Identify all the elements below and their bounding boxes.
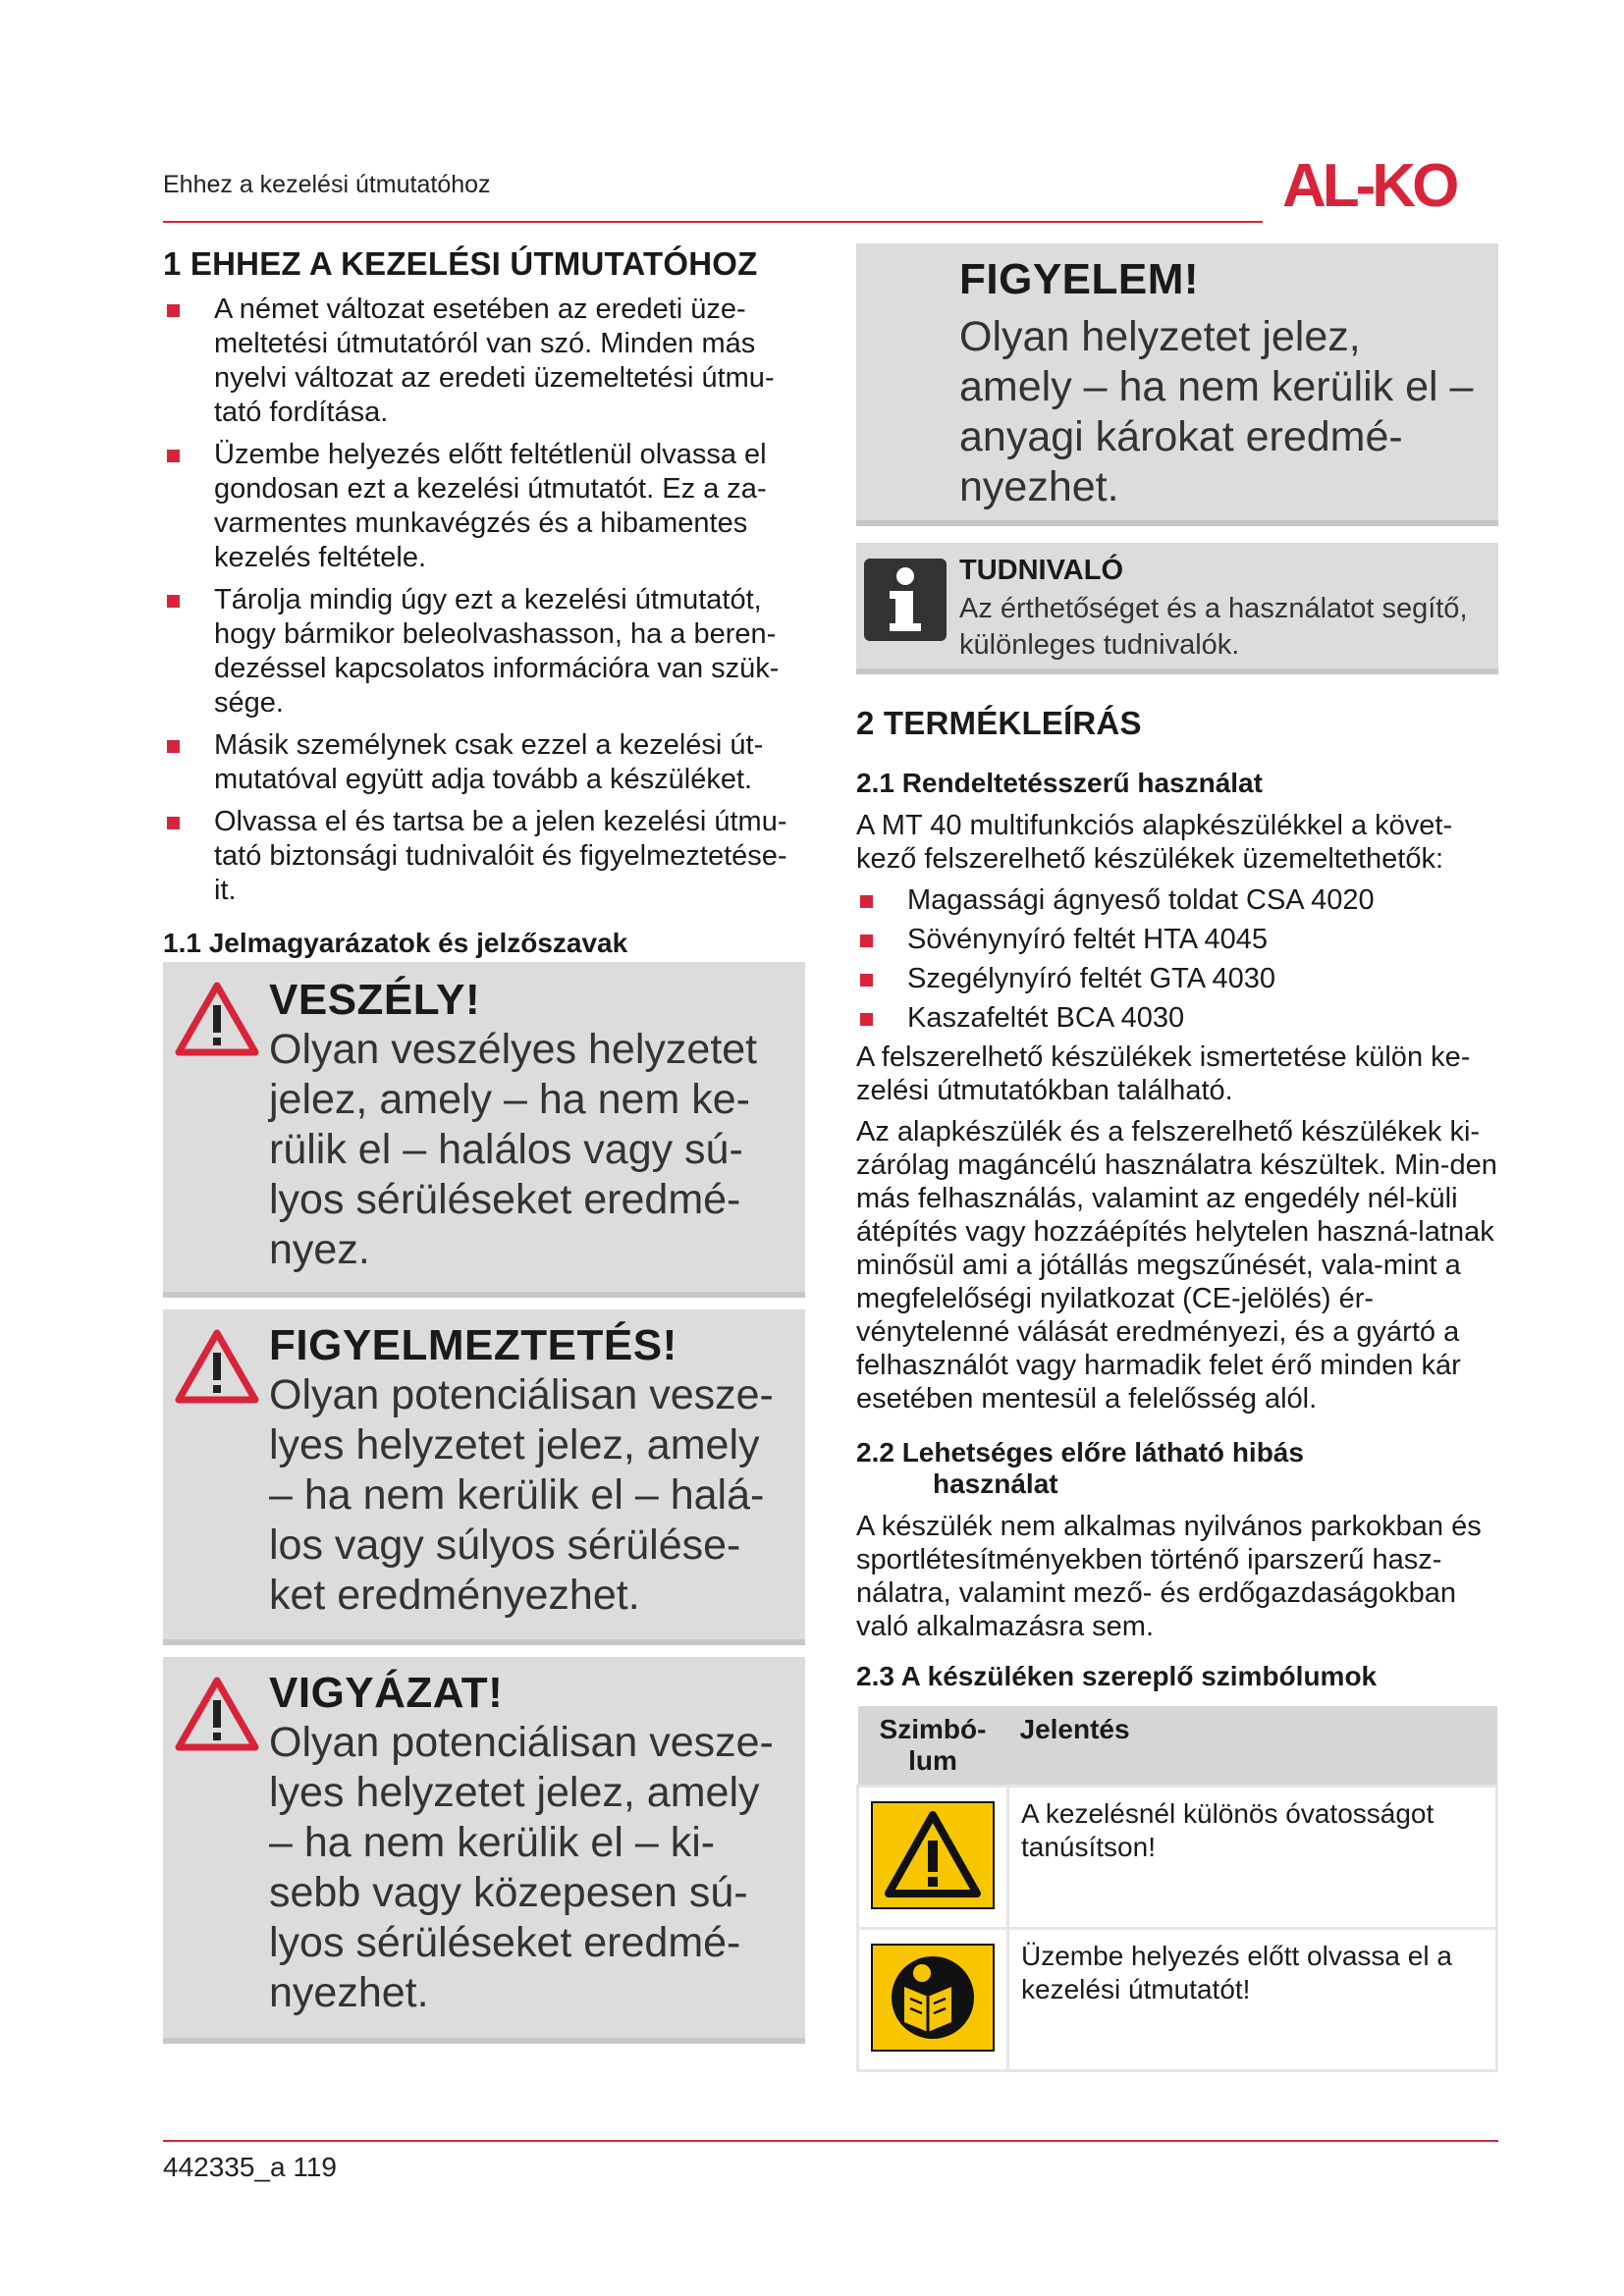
intro-paragraph: A MT 40 multifunkciós alapkészülékkel a követ-kező felszerelhető készülékek üzemeltethetők: [856,810,1453,875]
symbol-cell [858,1929,1008,2071]
list-item: Magassági ágnyeső toldat CSA 4020 [856,883,1498,918]
warning-triangle-icon [175,1327,259,1406]
list-item: Olvassa el és tartsa be a jelen kezelési útmu-tató biztonsági tudnivalóit és figyelmeztetése-it. [163,805,801,908]
section-2-3-heading: 2.3 A készüléken szereplő szimbólumok [856,1661,1378,1691]
danger-box [163,962,805,1298]
caution-title: VIGYÁZAT! [269,1669,504,1717]
list-item: Szegélynyíró feltét GTA 4030 [856,962,1498,996]
danger-title: VESZÉLY! [269,976,481,1024]
right-column [856,705,1498,1692]
warning-triangle-icon [175,1675,259,1753]
warning-text: Olyan potenciálisan vesze-lyes helyzetet jelez, amely – ha nem kerülik el – halá-los vagy súlyos sérülése-ket eredményezhet. [269,1371,774,1619]
left-column [163,245,801,959]
meaning-cell: Üzembe helyezés előtt olvassa el a kezelési útmutatót! [1008,1929,1497,2071]
footer-page-ref: 442335_a 119 [163,2152,337,2182]
attention-text: Olyan helyzetet jelez, amely – ha nem kerülik el – anyagi károkat eredmé-nyezhet. [959,313,1474,510]
section-2-2-heading: 2.2 Lehetséges előre látható hibás [856,1437,1304,1468]
list-item: Másik személynek csak ezzel a kezelési út-mutatóval együtt adja tovább a készüléket. [163,728,801,797]
logo-text: AL-KO [1282,155,1456,214]
section-1-heading: 1 EHHEZ A KEZELÉSI ÚTMUTATÓHOZ [163,245,758,282]
alko-logo [1280,155,1496,214]
warning-title: FIGYELMEZTETÉS! [269,1321,677,1369]
read-manual-icon [871,1944,995,2052]
col-meaning-header: Jelentés [1008,1706,1497,1787]
caution-box [163,1657,805,2044]
footer-rule [163,2140,1498,2142]
table-header-row [858,1706,1497,1787]
list-item: Sövénynyíró feltét HTA 4045 [856,923,1498,957]
header-rule [163,221,1263,223]
warning-triangle-icon [871,1801,995,1909]
paragraph: Az alapkészülék és a felszerelhető készülékek ki-zárólag magáncélú használatra készültek. Min-den más felhasználás, valamint az engedély nél-küli átépítés vagy hozzáépítés helytelen haszná-latnak minősül ami a jótállás megszűnését, vala-mint a megfelelőségi nyilatkozat (CE-jelölés) ér-vénytelenné válását eredményezi, és a gyártó a felhasználót vagy harmadik felet érő minden kár esetében mentesül a felelősség alól. [856,1116,1497,1415]
attention-box [856,243,1498,526]
section-2-1-heading: 2.1 Rendeltetésszerű használat [856,768,1263,798]
attention-title: FIGYELEM! [959,255,1200,303]
list-item: Üzembe helyezés előtt feltétlenül olvassa el gondosan ezt a kezelési útmutatót. Ez a za-varmentes munkavégzés és a hibamentes kezelés feltétele. [163,438,801,575]
section-2-heading: 2 TERMÉKLEÍRÁS [856,705,1142,741]
caution-text: Olyan potenciálisan vesze-lyes helyzetet jelez, amely – ha nem kerülik el – ki-sebb vagy közepesen sú-lyos sérüléseket eredmé-nyezhet. [269,1719,774,2016]
paragraph: A készülék nem alkalmas nyilvános parkokban és sportlétesítményekben történő iparszerű hasz-nálatra, valamint mező- és erdőgazdaságokban való alkalmazásra sem. [856,1511,1482,1642]
section-1-1-heading: 1.1 Jelmagyarázatok és jelzőszavak [163,928,628,958]
info-icon [864,559,947,641]
table-row [858,1787,1497,1929]
symbol-table [856,1706,1498,2072]
list-item: A német változat esetében az eredeti üze-meltetési útmutatóról van szó. Minden más nyelvi változat az eredeti üzemeltetési útmu-tató fordítása. [163,293,801,430]
danger-text: Olyan veszélyes helyzetet jelez, amely – ha nem ke-rülik el – halálos vagy sú-lyos sérüléseket eredmé-nyez. [269,1026,758,1273]
note-text: Az érthetőséget és a használatot segítő, különleges tudnivalók. [959,593,1468,661]
note-title: TUDNIVALÓ [959,555,1124,586]
attachment-list [856,883,1498,1036]
symbol-cell [858,1787,1008,1929]
note-box [856,543,1498,674]
col-symbol-header: Szimbó-lum [858,1706,1008,1787]
warning-box [163,1309,805,1645]
list-item: Kaszafeltét BCA 4030 [856,1001,1498,1036]
table-row [858,1929,1497,2071]
header-title: Ehhez a kezelési útmutatóhoz [163,171,491,198]
section-2-2-heading-cont: használat [933,1468,1058,1499]
paragraph: A felszerelhető készülékek ismertetése külön ke-zelési útmutatókban található. [856,1041,1471,1106]
intro-bullet-list [163,293,801,908]
meaning-cell: A kezelésnél különös óvatosságot tanúsítson! [1008,1787,1497,1929]
list-item: Tárolja mindig úgy ezt a kezelési útmutatót, hogy bármikor beleolvashasson, ha a beren-dezéssel kapcsolatos információra van szük-sége. [163,583,801,721]
warning-triangle-icon [175,980,259,1058]
